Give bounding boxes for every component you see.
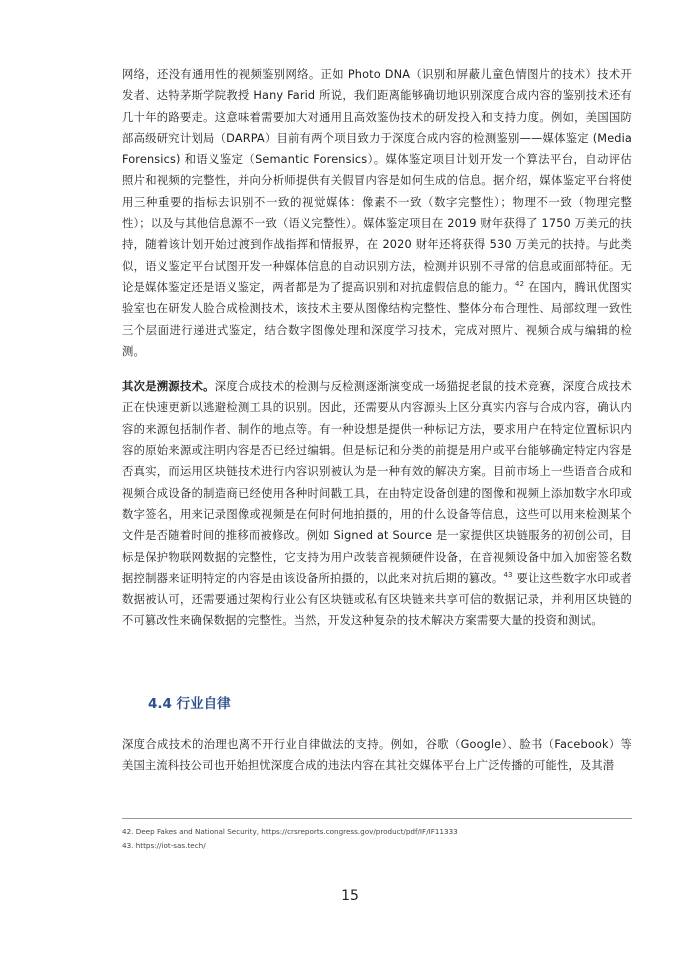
paragraph-text: 在国内，腾讯优图实验室也在研发人脸合成检测技术，该技术主要从图像结构完整性、整体分布合理性、局部纹理一致性三个层面进行递进式鉴定，结合数字图像处理和深度学习技术，完成对照片、视频合成与编辑的检测。 [122, 280, 633, 358]
footnote-43: 43. https://iot-sas.tech/ [122, 841, 206, 850]
paragraph-text: 深度合成技术的检测与反检测逐渐演变成一场猫捉老鼠的技术竞赛，深度合成技术正在快速更新以逃避检测工具的识别。因此，还需要从内容源头上区分真实内容与合成内容，确认内容的来源包括制作者、制作的地点等。有一种设想是提供一种标记方法，要求用户在特定位置标识内容的原始来源或注明内容是否已经过编辑。但是标记和分类的前提是用户或平台能够确定特定内容是否真实，而运用区块链技术进行内容识别被认为是一种有效的解决方案。目前市场上一些语音合成和视频合成设备的制造商已经使用各种时间戳工具，在由特定设备创建的图像和视频上添加数字水印或数字签名，用来记录图像或视频是在何时何地拍摄的，用的什么设备等信息，这些可以用来检测某个文件是否随着时间的推移而被修改。例如 Signed at Source 是一家提供区块链服务的初创公司，目标是保护物联网数据的完整性，它支持为用户改装音视频硬件设备，在音视频设备中加入加密签名数据控制器来证明特定的内容是由该设备所拍摄的，以此来对抗后期的篡改。 [122, 380, 633, 585]
paragraph-text: 要让这些数字水印或者数据被认可，还需要通过架构行业公有区块链或私有区块链来共享可信的数据记录，并利用区块链的不可篡改性来确保数据的完整性。当然，开发这种复杂的技术解决方案需要大量的投资和测试。 [122, 571, 632, 628]
paragraph-traceability-tech [122, 376, 632, 632]
footnote-ref-43[interactable]: 43 [503, 571, 513, 580]
paragraph-industry-self-regulation: 深度合成技术的治理也离不开行业自律做法的支持。例如，谷歌（Google）、脸书（Facebook）等美国主流科技公司也开始担忧深度合成的违法内容在其社交媒体平台上广泛传播的可能性，及其潜 [122, 738, 632, 773]
body-text [122, 64, 632, 632]
paragraph-text: 网络，还没有通用性的视频鉴别网络。正如 Photo DNA（识别和屏蔽儿童色情图片的技术）技术开发者、达特茅斯学院教授 Hany Farid 所说，我们距离能够确切地识别深度合成内容的鉴别技术还有几十年的路要走。这意味着需要加大对通用且高效鉴伪技术的研发投入和支持力度。例如，美国国防部高级研究计划局（DARPA）目前有两个项目致力于深度合成内容的检测鉴别——媒体鉴定 (Media Forensics) 和语义鉴定（Semantic Forensics）。媒体鉴定项目计划开发一个算法平台，自动评估照片和视频的完整性，并向分析师提供有关假冒内容是如何生成的信息。据介绍，媒体鉴定平台将使用三种重要的指标去识别不一致的视觉媒体：像素不一致（数字完整性）；物理不一致（物理完整性）；以及与其他信息源不一致（语义完整性）。媒体鉴定项目在 2019 财年获得了 1750 万美元的扶持，随着该计划开始过渡到作战指挥和情报界，在 2020 财年还将获得 530 万美元的扶持。与此类似，语义鉴定平台试图开发一种媒体信息的自动识别方法，检测并识别不寻常的信息或面部特征。无论是媒体鉴定还是语义鉴定，两者都是为了提高识别和对抗虚假信息的能力。 [122, 68, 632, 294]
paragraph-lead: 其次是溯源技术。 [122, 380, 215, 394]
paragraph-detection-tech [122, 64, 632, 362]
footnotes [122, 825, 632, 853]
page-number: 15 [341, 888, 359, 904]
footnote-divider [122, 818, 632, 819]
footnote-ref-42[interactable]: 42 [515, 280, 525, 289]
footnote-42: 42. Deep Fakes and National Security, https://crsreports.congress.gov/product/pdf/IF/IF11333 [122, 827, 458, 836]
section-heading: 4.4 行业自律 [148, 696, 231, 712]
